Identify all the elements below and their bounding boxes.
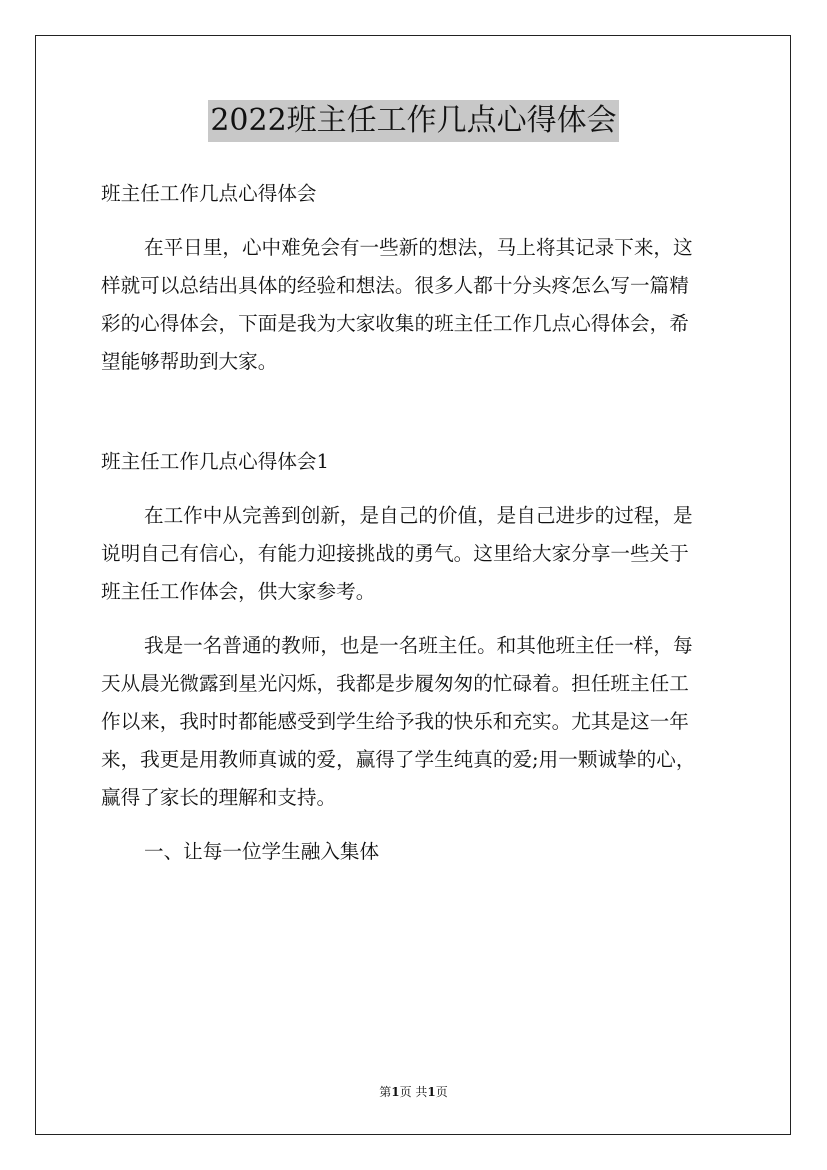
document-body [101, 175, 727, 871]
footer-mid: 页 共 [399, 1085, 428, 1099]
intro-paragraph [101, 229, 727, 381]
intro-line: 望能够帮助到大家。 [101, 350, 278, 373]
intro-line: 彩的心得体会，下面是我为大家收集的班主任工作几点心得体会，希 [101, 312, 689, 335]
document-subtitle: 班主任工作几点心得体会 [101, 182, 317, 205]
paragraph-line: 赢得了家长的理解和支持。 [101, 786, 337, 809]
paragraph-line: 天从晨光微露到星光闪烁，我都是步履匆匆的忙碌着。担任班主任工 [101, 672, 689, 695]
page-footer [0, 1083, 827, 1100]
paragraph-1 [101, 497, 727, 611]
paragraph-line: 说明自己有信心，有能力迎接挑战的勇气。这里给大家分享一些关于 [101, 542, 689, 565]
document-title: 2022班主任工作几点心得体会 [208, 100, 618, 142]
point-heading: 一、让每一位学生融入集体 [144, 840, 380, 863]
footer-total-pages: 1 [427, 1085, 436, 1099]
footer-current-page: 1 [391, 1085, 400, 1099]
paragraph-line: 在工作中从完善到创新，是自己的价值，是自己进步的过程，是 [144, 504, 693, 527]
paragraph-line: 我是一名普通的教师，也是一名班主任。和其他班主任一样，每 [144, 634, 693, 657]
footer-suffix: 页 [435, 1085, 448, 1099]
paragraph-2 [101, 627, 727, 817]
title-wrap [0, 100, 827, 142]
intro-line: 在平日里，心中难免会有一些新的想法，马上将其记录下来，这 [144, 236, 693, 259]
section-heading: 班主任工作几点心得体会1 [101, 450, 329, 473]
footer-prefix: 第 [379, 1085, 392, 1099]
paragraph-line: 作以来，我时时都能感受到学生给予我的快乐和充实。尤其是这一年 [101, 710, 689, 733]
paragraph-line: 来，我更是用教师真诚的爱，赢得了学生纯真的爱;用一颗诚挚的心， [101, 748, 696, 771]
intro-line: 样就可以总结出具体的经验和想法。很多人都十分头疼怎么写一篇精 [101, 274, 689, 297]
paragraph-line: 班主任工作体会，供大家参考。 [101, 580, 376, 603]
